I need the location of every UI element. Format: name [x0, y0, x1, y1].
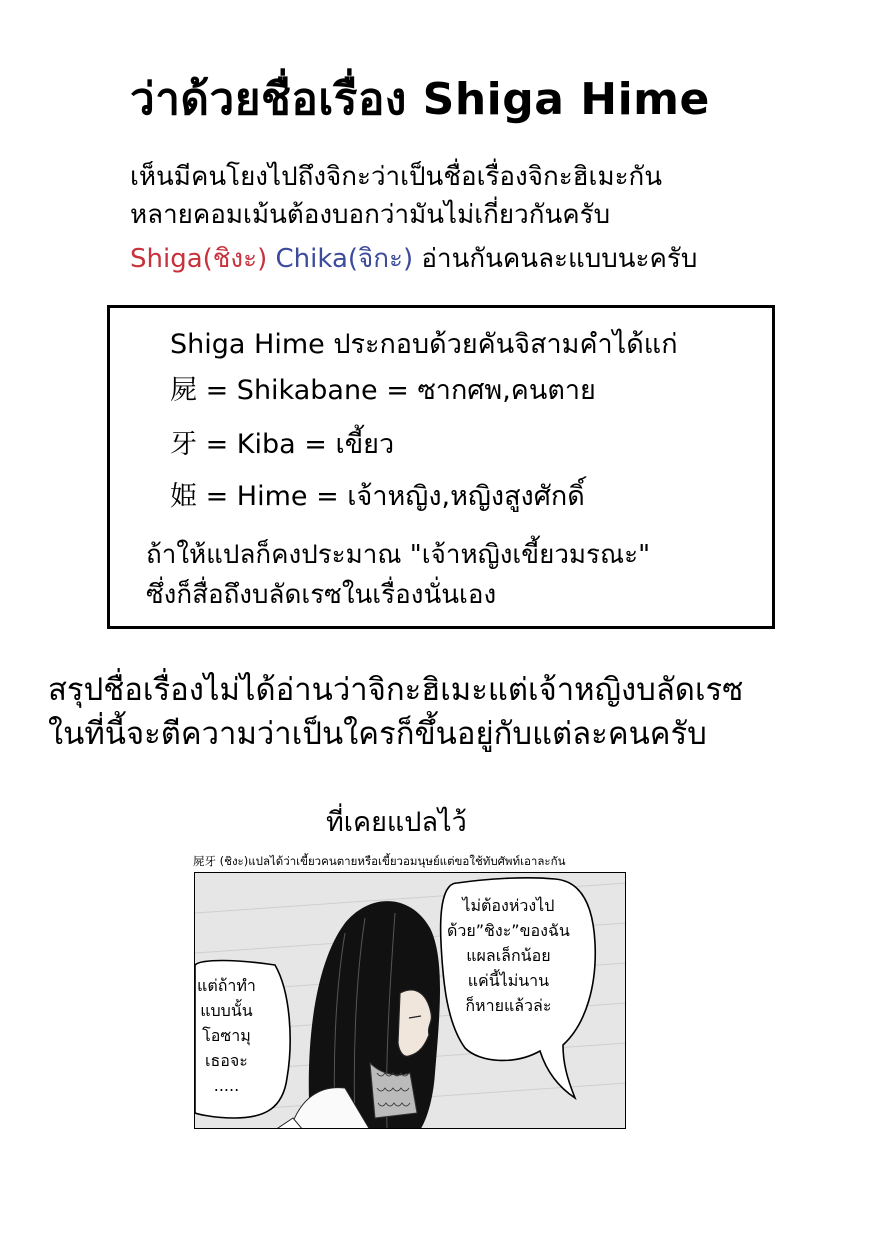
bubble-line: เธอจะ — [205, 1051, 248, 1070]
speech-bubble-right — [447, 893, 570, 1018]
kanji-meaning: = Hime = เจ้าหญิง,หญิงสูงศักดิ์ — [205, 481, 585, 512]
box-note-2: ซึ่งก็สื่อถึงบลัดเรซในเรื่องนั่นเอง — [146, 580, 497, 610]
summary-line-2: ในที่นี้จะตีความว่าเป็นใครก็ขึ้นอยู่กับแต่ละคนครับ — [48, 716, 707, 752]
panel-caption: 屍牙 (ชิงะ)แปลได้ว่าเขี้ยวคนตายหรือเขี้ยวอมนุษย์แต่ขอใช้ทับศัพท์เอาละกัน — [193, 854, 566, 868]
kanji-item-kiba — [170, 422, 394, 465]
chika-reading: Chika(จิกะ) — [275, 244, 414, 274]
box-heading: Shiga Hime ประกอบด้วยคันจิสามคำได้แก่ — [170, 329, 678, 360]
intro-line-3 — [130, 240, 697, 278]
page-title: ว่าด้วยชื่อเรื่อง Shiga Hime — [130, 74, 710, 125]
kanji-char: 屍 — [170, 375, 197, 406]
intro-text — [130, 158, 697, 278]
bubble-line: ไม่ต้องห่วงไป — [462, 896, 555, 915]
bubble-line: แต่ถ้าทำ — [197, 976, 256, 995]
intro-line-1: เห็นมีคนโยงไปถึงจิกะว่าเป็นชื่อเรื่องจิกะฮิเมะกัน — [130, 162, 663, 192]
shiga-reading: Shiga(ชิงะ) — [130, 244, 268, 274]
summary-text — [48, 668, 743, 756]
intro-line-2: หลายคอมเม้นต้องบอกว่ามันไม่เกี่ยวกันครับ — [130, 200, 611, 230]
intro-line-3-rest: อ่านกันคนละแบบนะครับ — [421, 244, 698, 274]
bubble-line: ด้วย”ชิงะ”ของฉัน — [447, 921, 570, 940]
kanji-meaning: = Kiba = เขี้ยว — [205, 429, 395, 460]
kanji-meaning: = Shikabane = ซากศพ,คนตาย — [205, 375, 596, 406]
kanji-char: 牙 — [170, 429, 197, 460]
kanji-char: 姫 — [170, 481, 197, 512]
kanji-item-shikabane — [170, 368, 596, 411]
summary-line-1: สรุปชื่อเรื่องไม่ได้อ่านว่าจิกะฮิเมะแต่เจ้าหญิงบลัดเรซ — [48, 672, 744, 708]
translated-label: ที่เคยแปลไว้ — [326, 807, 467, 838]
bubble-line: ก็หายแล้วล่ะ — [465, 996, 552, 1015]
bubble-line: โอซามุ — [202, 1026, 251, 1045]
kanji-item-hime — [170, 474, 585, 517]
manga-panel — [194, 872, 626, 1129]
bubble-line: ..... — [213, 1076, 240, 1095]
kanji-explanation-box — [107, 305, 775, 629]
box-note-1: ถ้าให้แปลก็คงประมาณ "เจ้าหญิงเขี้ยวมรณะ" — [146, 540, 651, 570]
bubble-line: แค่นี้ไม่นาน — [467, 971, 550, 990]
speech-bubble-left — [197, 973, 256, 1098]
bubble-line: แบบนั้น — [200, 1001, 253, 1020]
bubble-line: แผลเล็กน้อย — [466, 946, 551, 965]
